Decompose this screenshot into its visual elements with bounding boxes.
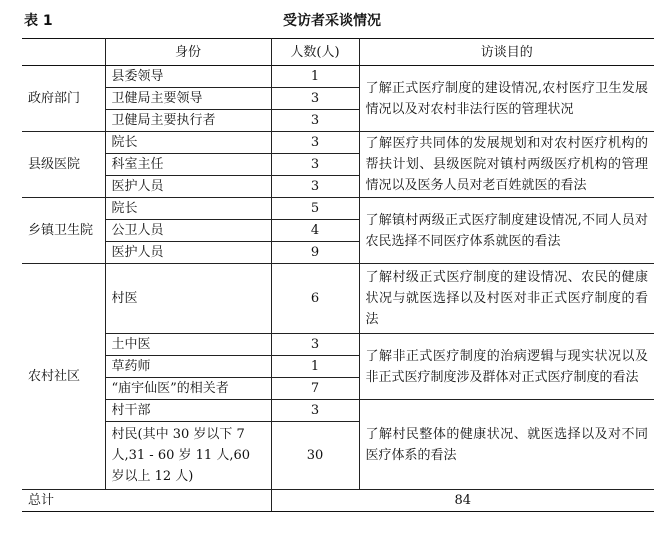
- total-value: 84: [271, 490, 654, 512]
- table-row: [22, 334, 654, 356]
- count-cell: 3: [271, 88, 359, 110]
- count-cell: 3: [271, 176, 359, 198]
- table-caption: [0, 4, 664, 32]
- purpose-cell: 了解镇村两级正式医疗制度建设情况,不同人员对农民选择不同医疗体系就医的看法: [359, 198, 654, 264]
- role-cell: 医护人员: [105, 242, 271, 264]
- count-cell: 3: [271, 334, 359, 356]
- purpose-cell: 了解村民整体的健康状况、就医选择以及对不同医疗体系的看法: [359, 400, 654, 490]
- role-cell: 村民(其中 30 岁以下 7 人,31 - 60 岁 11 人,60 岁以上 12 人): [105, 422, 271, 490]
- count-cell: 3: [271, 400, 359, 422]
- table-row: [22, 132, 654, 154]
- role-cell: 公卫人员: [105, 220, 271, 242]
- count-cell: 1: [271, 66, 359, 88]
- role-cell: 县委领导: [105, 66, 271, 88]
- count-cell: 3: [271, 154, 359, 176]
- role-cell: “庙宇仙医”的相关者: [105, 378, 271, 400]
- header-count: 人数(人): [271, 39, 359, 66]
- count-cell: 9: [271, 242, 359, 264]
- count-cell: 5: [271, 198, 359, 220]
- group-name: 政府部门: [22, 66, 105, 132]
- role-cell: 土中医: [105, 334, 271, 356]
- count-cell: 3: [271, 132, 359, 154]
- purpose-cell: 了解非正式医疗制度的治病逻辑与现实状况以及非正式医疗制度涉及群体对正式医疗制度的看法: [359, 334, 654, 400]
- count-cell: 4: [271, 220, 359, 242]
- role-cell: 村医: [105, 264, 271, 334]
- role-cell: 医护人员: [105, 176, 271, 198]
- role-cell: 卫健局主要执行者: [105, 110, 271, 132]
- header-purpose: 访谈目的: [359, 39, 654, 66]
- table-row: [22, 66, 654, 88]
- table-row: [22, 400, 654, 422]
- header-group: [22, 39, 105, 66]
- count-cell: 6: [271, 264, 359, 334]
- role-cell: 科室主任: [105, 154, 271, 176]
- group-name: 农村社区: [22, 264, 105, 490]
- count-cell: 1: [271, 356, 359, 378]
- total-row: [22, 490, 654, 512]
- group-name: 县级医院: [22, 132, 105, 198]
- role-cell: 卫健局主要领导: [105, 88, 271, 110]
- table-label: 表 1: [24, 13, 53, 29]
- interview-table: [22, 38, 654, 512]
- header-role: 身份: [105, 39, 271, 66]
- group-name: 乡镇卫生院: [22, 198, 105, 264]
- role-cell: 村干部: [105, 400, 271, 422]
- purpose-cell: 了解正式医疗制度的建设情况,农村医疗卫生发展情况以及对农村非法行医的管理状况: [359, 66, 654, 132]
- role-cell: 草药师: [105, 356, 271, 378]
- purpose-cell: 了解医疗共同体的发展规划和对农村医疗机构的帮扶计划、县级医院对镇村两级医疗机构的管理情况以及医务人员对老百姓就医的看法: [359, 132, 654, 198]
- count-cell: 3: [271, 110, 359, 132]
- table-row: [22, 198, 654, 220]
- purpose-cell: 了解村级正式医疗制度的建设情况、农民的健康状况与就医选择以及村医对非正式医疗制度的看法: [359, 264, 654, 334]
- total-label: 总计: [22, 490, 271, 512]
- count-cell: 7: [271, 378, 359, 400]
- header-row: [22, 39, 654, 66]
- count-cell: 30: [271, 422, 359, 490]
- role-cell: 院长: [105, 132, 271, 154]
- table-title: 受访者采谈情况: [283, 13, 381, 29]
- table-row: [22, 264, 654, 334]
- role-cell: 院长: [105, 198, 271, 220]
